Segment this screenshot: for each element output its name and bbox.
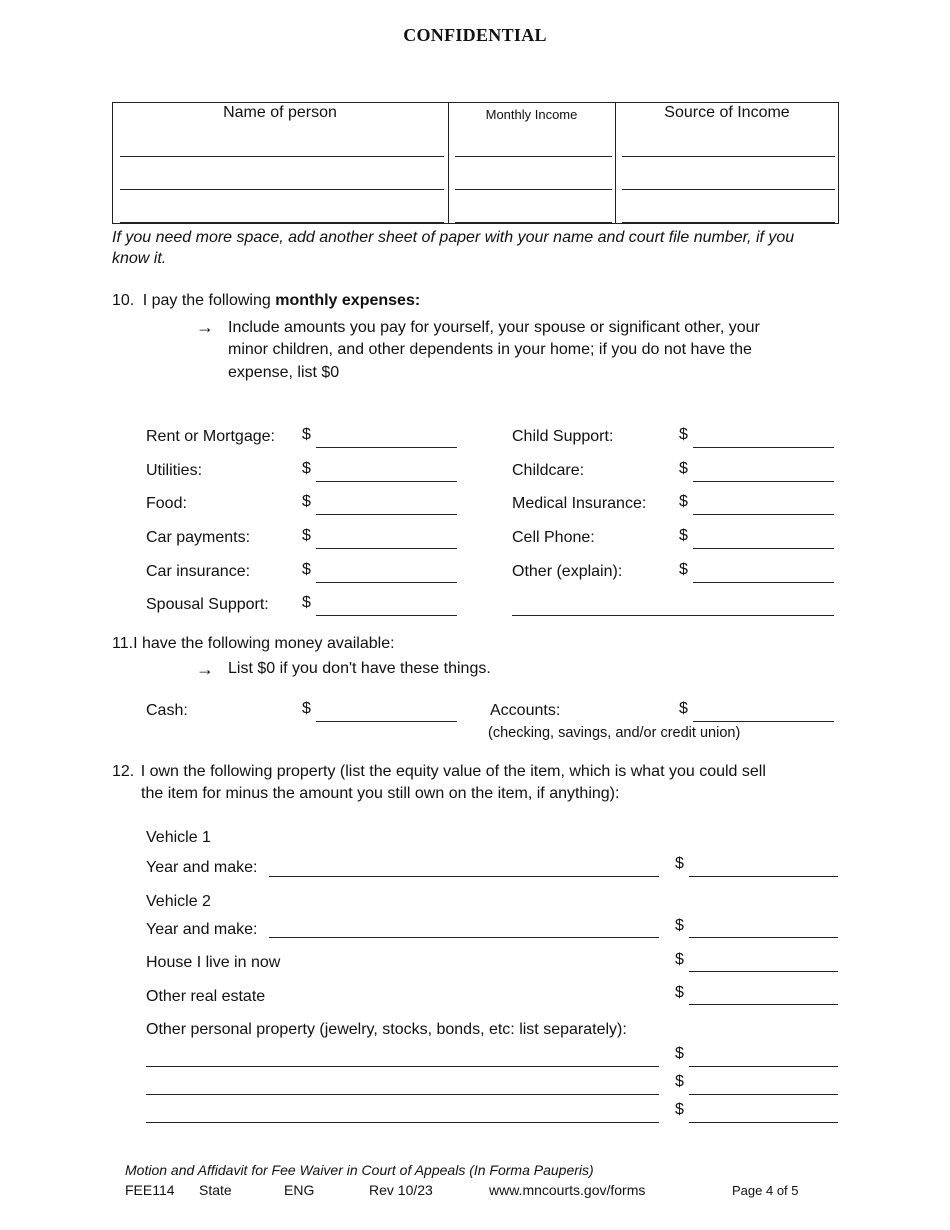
expense-label-child-support: Child Support: — [512, 428, 614, 445]
field-underline — [512, 615, 834, 616]
vehicle-1-year-make-label: Year and make: — [146, 859, 258, 876]
spousal-support-amount-field[interactable] — [317, 597, 455, 615]
field-underline — [316, 615, 457, 616]
car-payments-amount-field[interactable] — [317, 530, 455, 548]
other-expense-explain-field[interactable] — [513, 597, 831, 615]
cell-phone-amount-field[interactable] — [694, 530, 832, 548]
accounts-amount-field[interactable] — [694, 703, 832, 721]
dollar-sign: $ — [675, 917, 684, 934]
expense-label-food: Food: — [146, 495, 187, 512]
table-row-line — [120, 156, 444, 157]
field-underline — [316, 548, 457, 549]
section-number: 10. — [112, 292, 135, 309]
dollar-sign: $ — [675, 984, 684, 1001]
instruction-line: List $0 if you don't have these things. — [228, 660, 491, 677]
accounts-label: Accounts: — [490, 702, 561, 719]
section-lead: I pay the following — [142, 292, 276, 309]
expense-label-car-insurance: Car insurance: — [146, 563, 251, 580]
income-amount-row-1[interactable] — [455, 138, 610, 156]
section-lead: I own the following property (list the equity value of the item, which is what you could sell — [140, 763, 766, 780]
footer-revision: Rev 10/23 — [369, 1182, 433, 1198]
dollar-sign: $ — [302, 426, 311, 443]
arrow-icon: → — [196, 659, 214, 679]
table-row-line — [455, 189, 612, 190]
dollar-sign: $ — [679, 527, 688, 544]
footer-form-code: FEE114 — [125, 1182, 175, 1198]
column-header-monthly-income: Monthly Income — [485, 107, 578, 122]
field-underline — [146, 1122, 659, 1123]
field-underline — [689, 1004, 838, 1005]
section-number: 12. — [112, 763, 135, 780]
personal-property-item-1-value-field[interactable] — [690, 1048, 836, 1066]
dollar-sign: $ — [302, 460, 311, 477]
table-row-line — [455, 222, 612, 223]
child-support-amount-field[interactable] — [694, 429, 832, 447]
field-underline — [146, 1066, 659, 1067]
footer-website-link[interactable]: www.mncourts.gov/forms — [489, 1182, 646, 1198]
personal-property-item-2-field[interactable] — [147, 1076, 657, 1094]
cash-label: Cash: — [146, 702, 188, 719]
field-underline — [689, 937, 838, 938]
income-source-row-2[interactable] — [622, 171, 833, 189]
column-header-source-of-income: Source of Income — [664, 104, 790, 121]
field-underline — [693, 582, 834, 583]
arrow-icon: → — [196, 317, 214, 337]
utilities-amount-field[interactable] — [317, 463, 455, 481]
field-underline — [689, 1094, 838, 1095]
accounts-note: (checking, savings, and/or credit union) — [488, 725, 741, 741]
section-number: 11. — [112, 635, 134, 652]
childcare-amount-field[interactable] — [694, 463, 832, 481]
food-amount-field[interactable] — [317, 496, 455, 514]
field-underline — [146, 1094, 659, 1095]
footer-page-number: Page 4 of 5 — [732, 1183, 799, 1198]
table-row-line — [455, 156, 612, 157]
expense-label-rent: Rent or Mortgage: — [146, 428, 275, 445]
field-underline — [316, 582, 457, 583]
section-10-heading — [112, 291, 420, 311]
section-lead-continued: the item for minus the amount you still own on the item, if anything): — [141, 785, 620, 802]
house-value-field[interactable] — [690, 953, 836, 971]
field-underline — [693, 721, 834, 722]
dollar-sign: $ — [675, 1045, 684, 1062]
section-11-heading — [112, 634, 395, 654]
income-name-row-3[interactable] — [120, 204, 442, 222]
vehicle-2-label: Vehicle 2 — [146, 893, 211, 910]
house-label: House I live in now — [146, 954, 281, 971]
instruction-line: expense, list $0 — [228, 364, 340, 381]
rent-amount-field[interactable] — [317, 429, 455, 447]
field-underline — [689, 1122, 838, 1123]
section-lead: I have the following money available: — [133, 635, 395, 652]
dollar-sign: $ — [679, 426, 688, 443]
dollar-sign: $ — [302, 594, 311, 611]
instruction-line: Include amounts you pay for yourself, your spouse or significant other, your — [228, 319, 760, 336]
other-expense-amount-field[interactable] — [694, 564, 832, 582]
footer-title: Motion and Affidavit for Fee Waiver in Court of Appeals (In Forma Pauperis) — [125, 1162, 594, 1178]
table-row-line — [622, 222, 835, 223]
personal-property-item-1-field[interactable] — [147, 1048, 657, 1066]
footer-language: ENG — [284, 1182, 315, 1198]
expense-label-childcare: Childcare: — [512, 462, 585, 479]
medical-insurance-amount-field[interactable] — [694, 496, 832, 514]
other-real-estate-value-field[interactable] — [690, 986, 836, 1004]
expense-label-medical-insurance: Medical Insurance: — [512, 495, 647, 512]
table-row-line — [622, 189, 835, 190]
field-underline — [693, 447, 834, 448]
dollar-sign: $ — [679, 460, 688, 477]
dollar-sign: $ — [675, 855, 684, 872]
expense-label-utilities: Utilities: — [146, 462, 203, 479]
table-row-line — [120, 222, 444, 223]
vehicle-1-label: Vehicle 1 — [146, 829, 211, 846]
field-underline — [316, 447, 457, 448]
expense-label-other: Other (explain): — [512, 563, 623, 580]
dollar-sign: $ — [675, 1101, 684, 1118]
dollar-sign: $ — [679, 700, 688, 717]
table-note: If you need more space, add another sheet of paper with your name and court file number, if you know it. — [112, 229, 795, 267]
dollar-sign: $ — [302, 561, 311, 578]
dollar-sign: $ — [302, 493, 311, 510]
table-row-line — [622, 156, 835, 157]
vehicle-2-year-make-field[interactable] — [271, 919, 657, 937]
cash-amount-field[interactable] — [317, 703, 455, 721]
field-underline — [689, 971, 838, 972]
field-underline — [693, 514, 834, 515]
instruction-line: minor children, and other dependents in your home; if you do not have the — [228, 341, 752, 358]
personal-property-item-3-field[interactable] — [147, 1104, 657, 1122]
vehicle-2-value-field[interactable] — [690, 919, 836, 937]
field-underline — [693, 548, 834, 549]
other-real-estate-label: Other real estate — [146, 988, 266, 1005]
field-underline — [316, 514, 457, 515]
expense-label-spousal-support: Spousal Support: — [146, 596, 269, 613]
field-underline — [316, 481, 457, 482]
dollar-sign: $ — [675, 951, 684, 968]
field-underline — [689, 876, 838, 877]
field-underline — [693, 481, 834, 482]
expense-label-cell-phone: Cell Phone: — [512, 529, 595, 546]
income-source-row-3[interactable] — [622, 204, 833, 222]
car-insurance-amount-field[interactable] — [317, 564, 455, 582]
personal-property-item-2-value-field[interactable] — [690, 1076, 836, 1094]
section-lead-bold: monthly expenses: — [275, 292, 421, 309]
field-underline — [269, 937, 659, 938]
field-underline — [269, 876, 659, 877]
dollar-sign: $ — [302, 700, 311, 717]
personal-property-item-3-value-field[interactable] — [690, 1104, 836, 1122]
income-amount-row-3[interactable] — [455, 204, 610, 222]
field-underline — [316, 721, 457, 722]
other-personal-property-label: Other personal property (jewelry, stocks, bonds, etc: list separately): — [146, 1021, 627, 1038]
dollar-sign: $ — [679, 561, 688, 578]
dollar-sign: $ — [675, 1073, 684, 1090]
expense-label-car-payments: Car payments: — [146, 529, 251, 546]
income-name-row-1[interactable] — [120, 138, 442, 156]
income-source-row-1[interactable] — [622, 138, 833, 156]
document-header: CONFIDENTIAL — [403, 25, 547, 45]
table-row-line — [120, 189, 444, 190]
income-amount-row-2[interactable] — [455, 171, 610, 189]
footer-jurisdiction: State — [199, 1182, 232, 1198]
vehicle-2-year-make-label: Year and make: — [146, 921, 258, 938]
vehicle-1-value-field[interactable] — [690, 858, 836, 876]
dollar-sign: $ — [302, 527, 311, 544]
section-12-heading — [112, 762, 766, 782]
income-name-row-2[interactable] — [120, 171, 442, 189]
vehicle-1-year-make-field[interactable] — [271, 858, 657, 876]
column-header-name: Name of person — [223, 104, 337, 121]
dollar-sign: $ — [679, 493, 688, 510]
field-underline — [689, 1066, 838, 1067]
